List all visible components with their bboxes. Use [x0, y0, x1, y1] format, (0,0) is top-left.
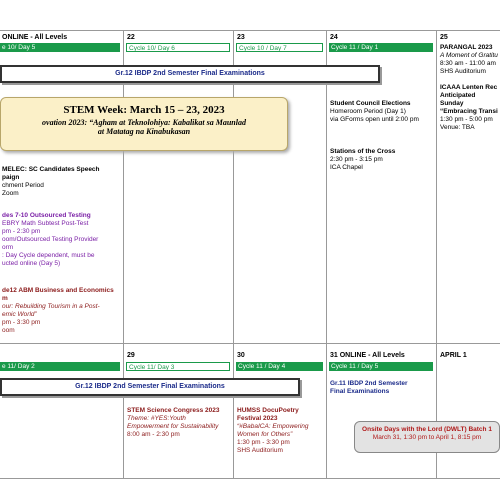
grid-line: [0, 478, 500, 479]
event-detail: 2:30 pm - 3:15 pm: [330, 156, 383, 163]
event-detail: 1:30 pm - 3:30 pm: [237, 439, 290, 446]
event-title: des 7-10 Outsourced Testing: [2, 212, 91, 219]
event-title: m: [2, 295, 8, 302]
event-detail: pm - 3:30 pm: [2, 319, 41, 326]
event-gr11-exams[interactable]: [330, 380, 408, 396]
event-detail: Venue: TBA: [440, 124, 475, 131]
grid-line: [436, 30, 437, 478]
day-number-23: 23: [237, 34, 245, 41]
event-detail: pm - 2:30 pm: [2, 228, 41, 235]
event-detail: via GForms open until 2:00 pm: [330, 116, 419, 123]
cycle-badge: Cycle 11 / Day 4: [236, 362, 323, 371]
event-icaaa-lenten[interactable]: [440, 84, 500, 132]
event-detail: 8:00 am - 2:30 pm: [127, 431, 180, 438]
stem-week-title: STEM Week: March 15 – 23, 2023: [63, 104, 225, 116]
event-detail: ICA Chapel: [330, 164, 363, 171]
event-detail: Women for Others”: [237, 431, 293, 438]
cycle-badge: Cycle 10 / Day 7: [236, 43, 323, 52]
event-title: ICAAA Lenten Rec: [440, 84, 498, 91]
day-number-24: 24: [330, 34, 338, 41]
event-detail: Theme: #YES:Youth: [127, 415, 186, 422]
exam-event-bar[interactable]: [0, 65, 380, 83]
event-detail: Zoom: [2, 190, 19, 197]
event-title: Stations of the Cross: [330, 148, 396, 155]
cycle-badge: Cycle 11/ Day 3: [126, 362, 230, 371]
event-detail: orm: [2, 244, 14, 251]
event-sc-elections[interactable]: [330, 100, 419, 124]
event-outsourced-testing[interactable]: [2, 212, 98, 268]
event-detail: : Day Cycle dependent, must be: [2, 252, 95, 259]
day-number-30: 30: [237, 352, 245, 359]
cycle-badge: Cycle 10/ Day 6: [126, 43, 230, 52]
cycle-badge: Cycle 11 / Day 1: [329, 43, 433, 52]
stem-week-banner[interactable]: [0, 97, 288, 151]
cycle-badge: e 11/ Day 2: [0, 362, 120, 371]
event-detail: A Moment of Gratitu: [440, 52, 498, 59]
event-stem-congress[interactable]: [127, 407, 220, 439]
day-number-25: 25: [440, 34, 448, 41]
event-detail: 1:30 pm - 5:00 pm: [440, 116, 493, 123]
event-title: HUMSS DocuPoetry: [237, 407, 299, 414]
event-title: Student Council Elections: [330, 100, 411, 107]
event-title: Anticipated Sunday: [440, 92, 476, 107]
event-detail: March 31, 1:30 pm to April 1, 8:15 pm: [372, 434, 482, 441]
event-dwlt-banner[interactable]: [354, 421, 500, 453]
exam-event-label: Gr.12 IBDP 2nd Semester Final Examinations: [75, 383, 225, 390]
event-detail: emic World”: [2, 311, 37, 318]
event-title: Gr.11 IBDP 2nd Semester: [330, 380, 408, 387]
event-detail: oom: [2, 327, 15, 334]
event-detail: EBRY Math Subtest Post-Test: [2, 220, 89, 227]
day-number-29: 29: [127, 352, 135, 359]
event-comelec[interactable]: [2, 166, 100, 198]
event-title: Onsite Days with the Lord (DWLT) Batch 1: [362, 426, 492, 433]
event-stations-cross[interactable]: [330, 148, 395, 172]
exam-event-bar[interactable]: [0, 378, 300, 396]
cycle-badge: Cycle 11 / Day 5: [329, 362, 433, 371]
day-number-april-1: APRIL 1: [440, 352, 467, 359]
event-title: “Embracing Transi: [440, 108, 498, 115]
day-number-22: 22: [127, 34, 135, 41]
event-detail: 8:30 am - 11:00 am: [440, 60, 496, 67]
event-detail: chment Period: [2, 182, 44, 189]
stem-week-theme: ovation 2023: “Agham at Teknolohiya: Kabalikat sa Maunlad: [42, 118, 246, 127]
event-title: Final Examinations: [330, 388, 390, 395]
event-detail: “#BabaICA: Empowering: [237, 423, 309, 430]
event-parangal[interactable]: [440, 44, 498, 76]
event-abm-forum[interactable]: [2, 287, 114, 335]
stem-week-theme-2: at Matatag na Kinabukasan: [97, 127, 191, 136]
event-humss-docupoetry[interactable]: [237, 407, 309, 455]
event-title: de12 ABM Business and Economics: [2, 287, 114, 294]
event-detail: SHS Auditorium: [440, 68, 486, 75]
event-detail: Empowerment for Sustainability: [127, 423, 219, 430]
event-detail: SHS Auditorium: [237, 447, 283, 454]
event-detail: ucted online (Day 5): [2, 260, 61, 267]
grid-line: [0, 343, 500, 344]
day-number-31: 31 ONLINE - All Levels: [330, 352, 405, 359]
event-title: MELEC: SC Candidates Speech: [2, 166, 100, 173]
event-title: PARANGAL 2023: [440, 44, 493, 51]
event-title: Festival 2023: [237, 415, 278, 422]
grid-line: [0, 30, 500, 31]
event-title: STEM Science Congress 2023: [127, 407, 220, 414]
event-detail: our: Rebuilding Tourism in a Post-: [2, 303, 100, 310]
exam-event-label: Gr.12 IBDP 2nd Semester Final Examinations: [115, 70, 265, 77]
grid-line: [326, 30, 327, 478]
cycle-badge: e 10/ Day 5: [0, 43, 120, 52]
event-detail: Homeroom Period (Day 1): [330, 108, 406, 115]
day-label-21: ONLINE - All Levels: [2, 34, 68, 41]
event-title: paign: [2, 174, 20, 181]
event-detail: oom/Outsourced Testing Provider: [2, 236, 99, 243]
